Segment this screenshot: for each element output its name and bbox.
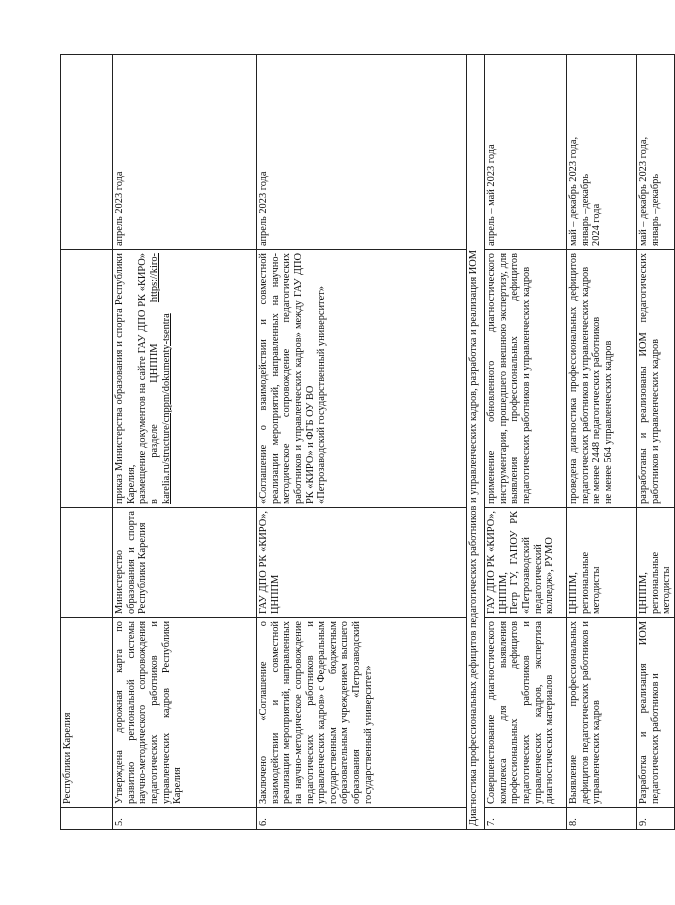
cell-region: Республики Карелия bbox=[61, 618, 113, 808]
result-cell: проведена диагностика профессиональных дефицитов педагогических работников и управленческих кадров не менее 2448 педагогических работников не менее 564 управленческих кадров bbox=[567, 250, 637, 508]
row-number: 8. bbox=[567, 808, 637, 830]
term-cell: апрель – май 2023 года bbox=[485, 55, 567, 250]
task-cell: Разработка и реализация ИОМ педагогических работников и bbox=[637, 618, 675, 808]
row-number: 7. bbox=[485, 808, 567, 830]
table-row-continuation bbox=[61, 55, 113, 830]
table-row bbox=[257, 55, 467, 830]
term-cell: апрель 2023 года bbox=[257, 55, 467, 250]
rotated-page bbox=[60, 55, 673, 830]
result-cell: разработаны и реализованы ИОМ педагогических работников и управленческих кадров bbox=[637, 250, 675, 508]
table-row bbox=[567, 55, 637, 830]
table-row bbox=[485, 55, 567, 830]
task-cell: Утверждена дорожная карта по развитию региональной системы научно-методического сопровождения педагогических работников и управленческих кадров Республики Карелия bbox=[113, 618, 257, 808]
section-row bbox=[467, 55, 485, 830]
responsible-cell: ГАУ ДПО РК «КИРО», ЦНППМ bbox=[257, 508, 467, 618]
result-cell: применение обновленного диагностического инструментария, прошедшего внешнюю экспертизу, для выявления профессиональных дефицитов педагогических работников и управленческих кадров bbox=[485, 250, 567, 508]
cell-empty bbox=[61, 808, 113, 830]
row-number: 9. bbox=[637, 808, 675, 830]
plan-table bbox=[60, 54, 675, 830]
task-cell: Выявление профессиональных дефицитов педагогических работников и управленческих кадров bbox=[567, 618, 637, 808]
result-text: приказ Министерства образования и спорта Республики Карелия, размещение документов на сайте ГАУ ДПО РК «КИРО» в разделе ЦНППМ bbox=[114, 253, 160, 504]
responsible-cell: ЦНППМ, региональные методисты bbox=[637, 508, 675, 618]
result-cell bbox=[113, 250, 257, 508]
responsible-cell: ГАУ ДПО РК «КИРО», ЦНППМ, Петр ГУ, ГАПОУ РК «Петрозаводский педагогический колледж», РУМО bbox=[485, 508, 567, 618]
documents-link[interactable]: https://kiro-karelia.ru/structure/cnppm/dokumenty-tsentra bbox=[148, 253, 172, 504]
cell-empty bbox=[61, 508, 113, 618]
responsible-cell: Министерство образования и спорта Республики Карелия bbox=[113, 508, 257, 618]
cell-empty bbox=[61, 55, 113, 250]
table-row bbox=[637, 55, 675, 830]
cell-empty bbox=[61, 250, 113, 508]
task-cell: Заключено «Соглашение о взаимодействии и совместной реализации мероприятий, направленных на научно-методическое сопровождение педагогических работников и управленческих кадров» с Федеральным государственным бюджетным образовательным учреждением высшего образования «Петрозаводский государственный университет» bbox=[257, 618, 467, 808]
section-title: Диагностика профессиональных дефицитов педагогических работников и управленческих кадров, разработка и реализация ИОМ bbox=[467, 55, 485, 830]
responsible-cell: ЦНППМ, региональные методисты bbox=[567, 508, 637, 618]
task-cell: Совершенствование диагностического комплекса для выявления профессиональных дефицитов педагогических работников и управленческих кадров, экспертиза диагностических материалов bbox=[485, 618, 567, 808]
row-number: 6. bbox=[257, 808, 467, 830]
result-cell: «Соглашение о взаимодействии и совместной реализации мероприятий, направленных на научно-методическое сопровождение педагогических работников и управленческих кадров» между ГАУ ДПО РК «КИРО» и ФГБ ОУ ВО «Петрозаводский государственный университет» bbox=[257, 250, 467, 508]
table-row bbox=[113, 55, 257, 830]
term-cell: апрель 2023 года bbox=[113, 55, 257, 250]
row-number: 5. bbox=[113, 808, 257, 830]
term-cell: май – декабрь 2023 года, январь –декабрь 2024 года bbox=[567, 55, 637, 250]
term-cell: май – декабрь 2023 года, январь –декабрь bbox=[637, 55, 675, 250]
